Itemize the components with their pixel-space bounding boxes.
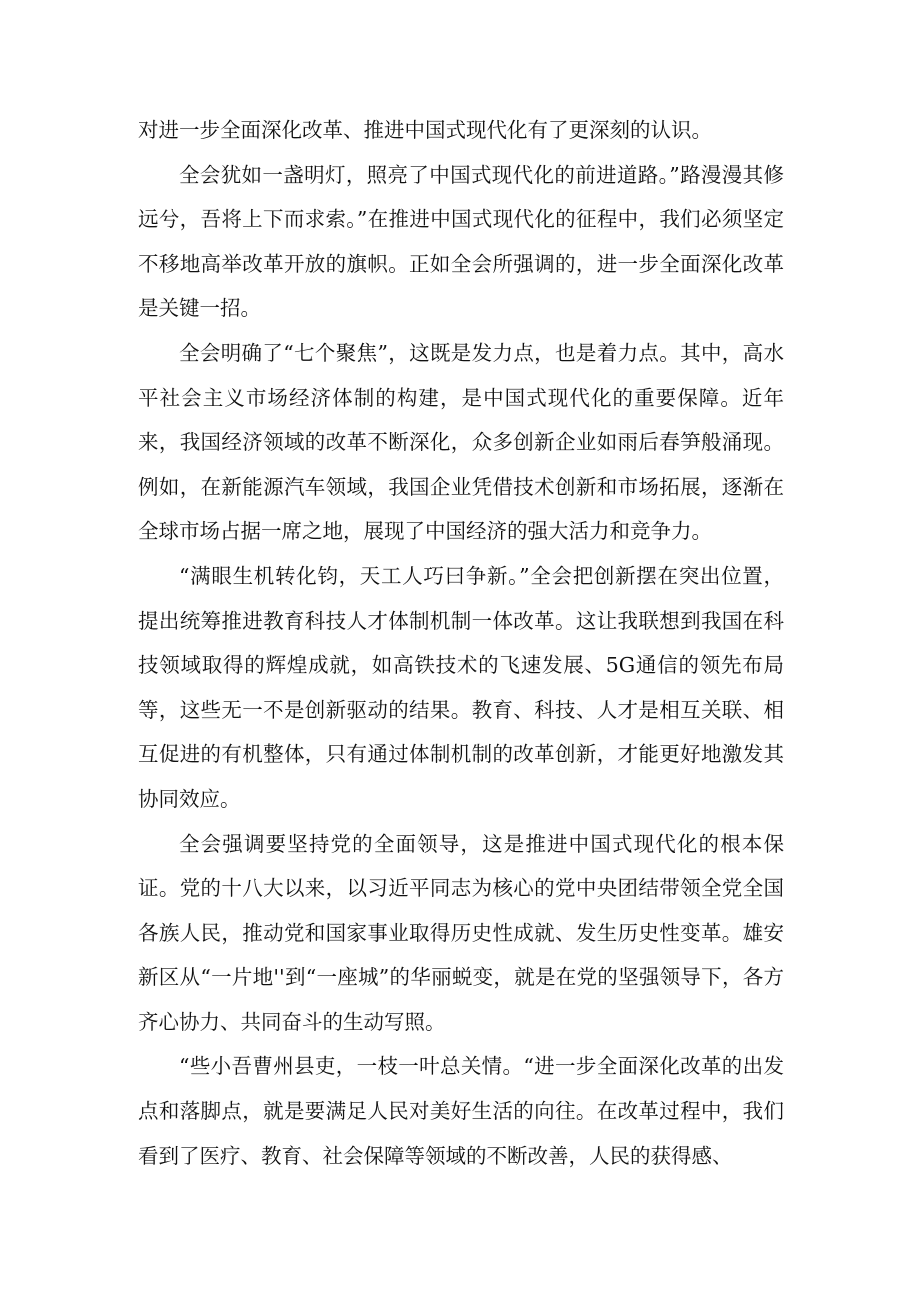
paragraph-lamp: 全会犹如一盏明灯，照亮了中国式现代化的前进道路。”路漫漫其修远兮，吾将上下而求索。”在推进中国式现代化的征程中，我们必须坚定不移地高举改革开放的旗帜。正如全会所强调的，进一步全面深化改革是关键一招。: [138, 162, 784, 321]
paragraph-innovation: “满眼生机转化钧，天工人巧曰争新。”全会把创新摆在突出位置，提出统筹推进教育科技人才体制机制一体改革。这让我联想到我国在科技领域取得的辉煌成就，如高铁技术的飞速发展、5G通信的领先布局等，这些无一不是创新驱动的结果。教育、科技、人才是相互关联、相互促进的有机整体，只有通过体制机制的改革创新，才能更好地激发其协同效应。: [138, 563, 784, 811]
paragraph-people: “些小吾曹州县吏，一枝一叶总关情。“进一步全面深化改革的出发点和落脚点，就是要满足人民对美好生活的向往。在改革过程中，我们看到了医疗、教育、社会保障等领域的不断改善，人民的获得感、: [138, 1054, 784, 1168]
paragraph-continued: 对进一步全面深化改革、推进中国式现代化有了更深刻的认识。: [138, 118, 712, 142]
paragraph-seven-focuses: 全会明确了“七个聚焦”，这既是发力点，也是着力点。其中，高水平社会主义市场经济体制的构建，是中国式现代化的重要保障。近年来，我国经济领域的改革不断深化，众多创新企业如雨后春笋般涌现。例如，在新能源汽车领域，我国企业凭借技术创新和市场拓展，逐渐在全球市场占据一席之地，展现了中国经济的强大活力和竞争力。: [138, 340, 784, 544]
document-body: [138, 108, 784, 1178]
paragraph-party-leadership: 全会强调要坚持党的全面领导，这是推进中国式现代化的根本保证。党的十八大以来，以习近平同志为核心的党中央团结带领全党全国各族人民，推动党和国家事业取得历史性成就、发生历史性变革。雄安新区从“一片地''到“一座城”的华丽蜕变，就是在党的坚强领导下，各方齐心协力、共同奋斗的生动写照。: [138, 831, 784, 1034]
